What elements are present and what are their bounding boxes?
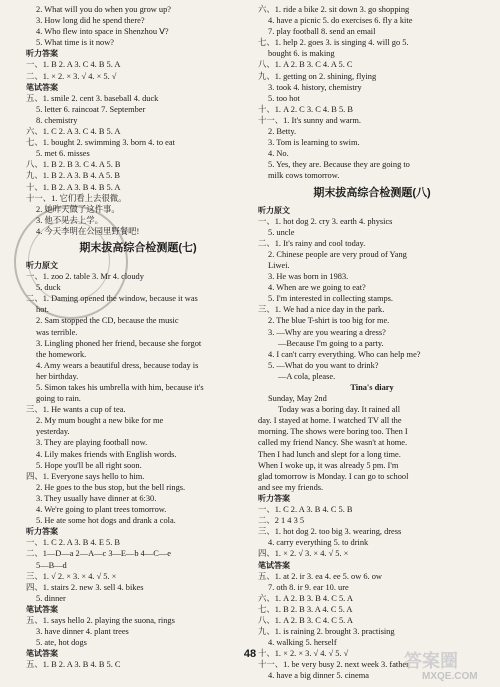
text-line: 5. He ate some hot dogs and drank a cola. bbox=[36, 516, 176, 526]
text-line: Today was a boring day. It rained all bbox=[278, 405, 401, 415]
section-title: 期末拔高综合检测题(七) bbox=[79, 241, 197, 254]
text-line: 4. When are we going to eat? bbox=[268, 283, 366, 293]
text-line: 十、1. B 2. A 3. B 4. B 5. A bbox=[26, 182, 121, 192]
text-line: 六、1. A 2. B 3. B 4. C 5. A bbox=[258, 593, 353, 603]
text-line: 4. walking 5. herself bbox=[268, 638, 337, 648]
text-line: 3. He was born in 1983. bbox=[268, 272, 349, 282]
text-line: 十一、1. 它们看上去很微。 bbox=[26, 193, 127, 203]
subsection-heading: 听力原文 bbox=[258, 205, 290, 215]
text-line: day. I stayed at home. I watched TV all the bbox=[258, 416, 402, 426]
text-line: morning. The shows were boring too. Then I bbox=[258, 427, 408, 437]
text-line: 九、1. B 2. A 3. B 4. A 5. B bbox=[26, 171, 121, 181]
text-line: 2. My mum bought a new bike for me bbox=[36, 416, 164, 426]
text-line: 七、1. bought 2. swimming 3. born 4. to eat bbox=[26, 138, 175, 148]
subsection-heading: 听力原文 bbox=[26, 260, 58, 270]
text-line: 八、1. B 2. B 3. C 4. A 5. B bbox=[26, 160, 121, 170]
text-line: 3. How long did he spend there? bbox=[36, 16, 145, 26]
text-line: 5. —What do you want to drink? bbox=[268, 360, 379, 370]
text-line: 4. I can't carry everything. Who can help me? bbox=[268, 349, 421, 359]
subsection-heading: 笔试答案 bbox=[258, 560, 290, 570]
text-line: 2. Chinese people are very proud of Yang bbox=[268, 249, 407, 259]
text-line: 十一、1. It's sunny and warm. bbox=[258, 115, 361, 125]
text-line: 三、1. He wants a cup of tea. bbox=[26, 405, 126, 415]
text-line: 5. letter 6. raincoat 7. September bbox=[36, 104, 146, 114]
text-line: 4. 今天李明在公园里野餐吧! bbox=[36, 226, 140, 236]
text-line: 8. chemistry bbox=[36, 115, 78, 125]
text-line: 五、1. smile 2. cent 3. baseball 4. duck bbox=[26, 93, 159, 103]
text-line: 4. Amy wears a beautiful dress, because today is bbox=[36, 360, 199, 370]
text-line: 七、1. help 2. goes 3. is singing 4. will go 5. bbox=[258, 38, 409, 48]
right-column bbox=[258, 4, 486, 682]
watermark-sub: MXQE.COM bbox=[422, 671, 478, 681]
text-line: was terrible. bbox=[36, 327, 78, 337]
text-line: milk cows tomorrow. bbox=[268, 171, 340, 181]
text-line: 4. have a picnic 5. do exercises 6. fly a kite bbox=[268, 16, 413, 26]
text-line: 3. have dinner 4. plant trees bbox=[36, 627, 129, 637]
text-line: 八、1. A 2. B 3. C 4. A 5. C bbox=[258, 60, 353, 70]
text-line: 4. No. bbox=[268, 149, 289, 159]
text-line: 九、1. getting on 2. shining, flying bbox=[258, 71, 377, 81]
text-line: 5. Hope you'll be all right soon. bbox=[36, 460, 142, 470]
text-line: 十、1. × 2. × 3. √ 4. √ 5. √ bbox=[258, 649, 349, 659]
text-line: 5. What time is it now? bbox=[36, 38, 115, 48]
text-line: 七、1. B 2. B 3. A 4. C 5. A bbox=[258, 604, 353, 614]
page-number: 48 bbox=[243, 648, 257, 660]
subsection-heading: 听力答案 bbox=[258, 493, 290, 503]
text-line: 7. play football 8. send an email bbox=[268, 27, 376, 37]
text-line: hot. bbox=[36, 305, 49, 315]
text-line: 2. He goes to the bus stop, but the bell rings. bbox=[36, 482, 186, 492]
text-line: her birthday. bbox=[36, 371, 79, 381]
text-line: 六、1. C 2. A 3. C 4. B 5. A bbox=[26, 127, 121, 137]
text-line: 4. carry everything 5. to drink bbox=[268, 538, 369, 548]
text-line: 3. Lingling phoned her friend, because she forgot bbox=[36, 338, 202, 348]
text-line: 3. They are playing football now. bbox=[36, 438, 148, 448]
subsection-heading: 笔试答案 bbox=[26, 82, 58, 92]
subsection-heading: 笔试答案 bbox=[26, 604, 58, 614]
text-line: When I woke up, it was already 5 pm. I'm bbox=[258, 460, 399, 470]
text-line: 十、1. A 2. C 3. C 4. B 5. B bbox=[258, 104, 353, 114]
text-line: 4. We're going to plant trees tomorrow. bbox=[36, 505, 167, 515]
left-column bbox=[26, 4, 250, 670]
text-line: Tina's diary bbox=[350, 383, 394, 392]
text-line: going to rain. bbox=[36, 394, 81, 404]
text-line: 5. Yes, they are. Because they are going to bbox=[268, 160, 410, 170]
text-line: 2. Betty. bbox=[268, 127, 297, 137]
text-line: 五、1. B 2. A 3. B 4. B 5. C bbox=[26, 660, 121, 670]
text-line: 三、1. We had a nice day in the park. bbox=[258, 305, 385, 315]
text-line: 4. Lily makes friends with English words. bbox=[36, 449, 177, 459]
text-line: 4. Who flew into space in Shenzhou Ⅴ? bbox=[36, 27, 169, 37]
text-line: 3. —Why are you wearing a dress? bbox=[268, 327, 386, 337]
text-line: 一、1. C 2. A 3. B 4. C 5. B bbox=[258, 505, 353, 515]
text-line: 六、1. ride a bike 2. sit down 3. go shopping bbox=[258, 5, 410, 14]
text-line: 八、1. A 2. B 3. C 4. C 5. A bbox=[258, 615, 353, 625]
text-line: 5. Simon takes his umbrella with him, because it's bbox=[36, 383, 204, 392]
text-line: 五、1. says hello 2. playing the suona, rings bbox=[26, 615, 175, 625]
text-line: 二、1. Daming opened the window, because it was bbox=[26, 294, 198, 304]
text-line: 5. uncle bbox=[268, 227, 295, 237]
text-line: 四、1. × 2. √ 3. × 4. √ 5. × bbox=[258, 549, 349, 559]
text-line: 九、1. is raining 2. brought 3. practising bbox=[258, 627, 395, 637]
text-line: 3. took 4. history, chemistry bbox=[268, 82, 362, 92]
text-line: 2. The blue T-shirt is too big for me. bbox=[268, 316, 390, 326]
text-line: 5. I'm interested in collecting stamps. bbox=[268, 294, 394, 304]
text-line: 一、1. B 2. A 3. C 4. B 5. A bbox=[26, 60, 121, 70]
watermark-logo bbox=[402, 649, 494, 681]
subsection-heading: 听力答案 bbox=[26, 527, 58, 537]
text-line: 7. oth 8. ir 9. ear 10. ure bbox=[268, 582, 349, 592]
text-line: 5. too hot bbox=[268, 93, 300, 103]
text-line: 一、1. zoo 2. table 3. Mr 4. cloudy bbox=[26, 272, 144, 282]
text-line: Liwei. bbox=[268, 260, 290, 270]
text-line: 二、1. It's rainy and cool today. bbox=[258, 238, 366, 248]
text-line: 五、1. at 2. ir 3. ea 4. ee 5. ow 6. ow bbox=[258, 571, 382, 581]
text-line: 一、1. C 2. A 3. B 4. E 5. B bbox=[26, 538, 120, 548]
watermark-main: 答案圈 bbox=[404, 651, 458, 671]
text-line: called my friend Nancy. She wasn't at home. bbox=[258, 438, 408, 448]
text-line: —A cola, please. bbox=[278, 371, 336, 381]
text-line: and see my friends. bbox=[258, 482, 324, 492]
text-line: 三、1. hot dog 2. too big 3. wearing, dress bbox=[258, 527, 402, 537]
text-line: Sunday, May 2nd bbox=[268, 394, 327, 404]
text-line: —Because I'm going to a party. bbox=[278, 338, 384, 348]
text-line: 2. Sam stopped the CD, because the music bbox=[36, 316, 179, 326]
text-line: 3. Tom is learning to swim. bbox=[268, 138, 360, 148]
section-title: 期末拔高综合检测题(八) bbox=[313, 186, 431, 199]
text-line: the homework. bbox=[36, 349, 87, 359]
text-line: 四、1. stairs 2. new 3. sell 4. bikes bbox=[26, 582, 144, 592]
text-line: 3. They usually have dinner at 6:30. bbox=[36, 493, 157, 503]
text-line: 5. dinner bbox=[36, 593, 66, 603]
text-line: 一、1. hot dog 2. cry 3. earth 4. physics bbox=[258, 216, 393, 226]
text-line: 5. ate, hot dogs bbox=[36, 638, 87, 648]
text-line: glad tomorrow is Monday. I can go to school bbox=[258, 471, 409, 481]
text-line: 十一、1. be very busy 2. next week 3. father bbox=[258, 660, 409, 670]
text-line: 5—B—d bbox=[36, 560, 67, 570]
text-line: 2. What will you do when you grow up? bbox=[36, 5, 171, 14]
text-line: 二、2 1 4 3 5 bbox=[258, 516, 305, 526]
text-line: yesterday. bbox=[36, 427, 70, 437]
text-line: 二、1—D—a 2—A—c 3—E—b 4—C—e bbox=[26, 549, 171, 559]
subsection-heading: 笔试答案 bbox=[26, 649, 58, 659]
text-line: 三、1. √ 2. × 3. × 4. √ 5. × bbox=[26, 571, 117, 581]
subsection-heading: 听力答案 bbox=[26, 49, 58, 59]
text-line: 四、1. Everyone says hello to him. bbox=[26, 471, 145, 481]
text-line: 二、1. × 2. × 3. √ 4. × 5. √ bbox=[26, 71, 117, 81]
text-line: 2. 她昨天做了这件事。 bbox=[36, 204, 120, 214]
text-line: 5. duck bbox=[36, 283, 61, 293]
text-line: bought 6. is making bbox=[268, 49, 335, 59]
text-line: 4. have a big dinner 5. cinema bbox=[268, 671, 369, 681]
text-line: 3. 他不见去上学。 bbox=[36, 215, 103, 225]
text-line: Then I had lunch and slept for a long time. bbox=[258, 449, 401, 459]
text-line: 5. met 6. misses bbox=[36, 149, 90, 159]
